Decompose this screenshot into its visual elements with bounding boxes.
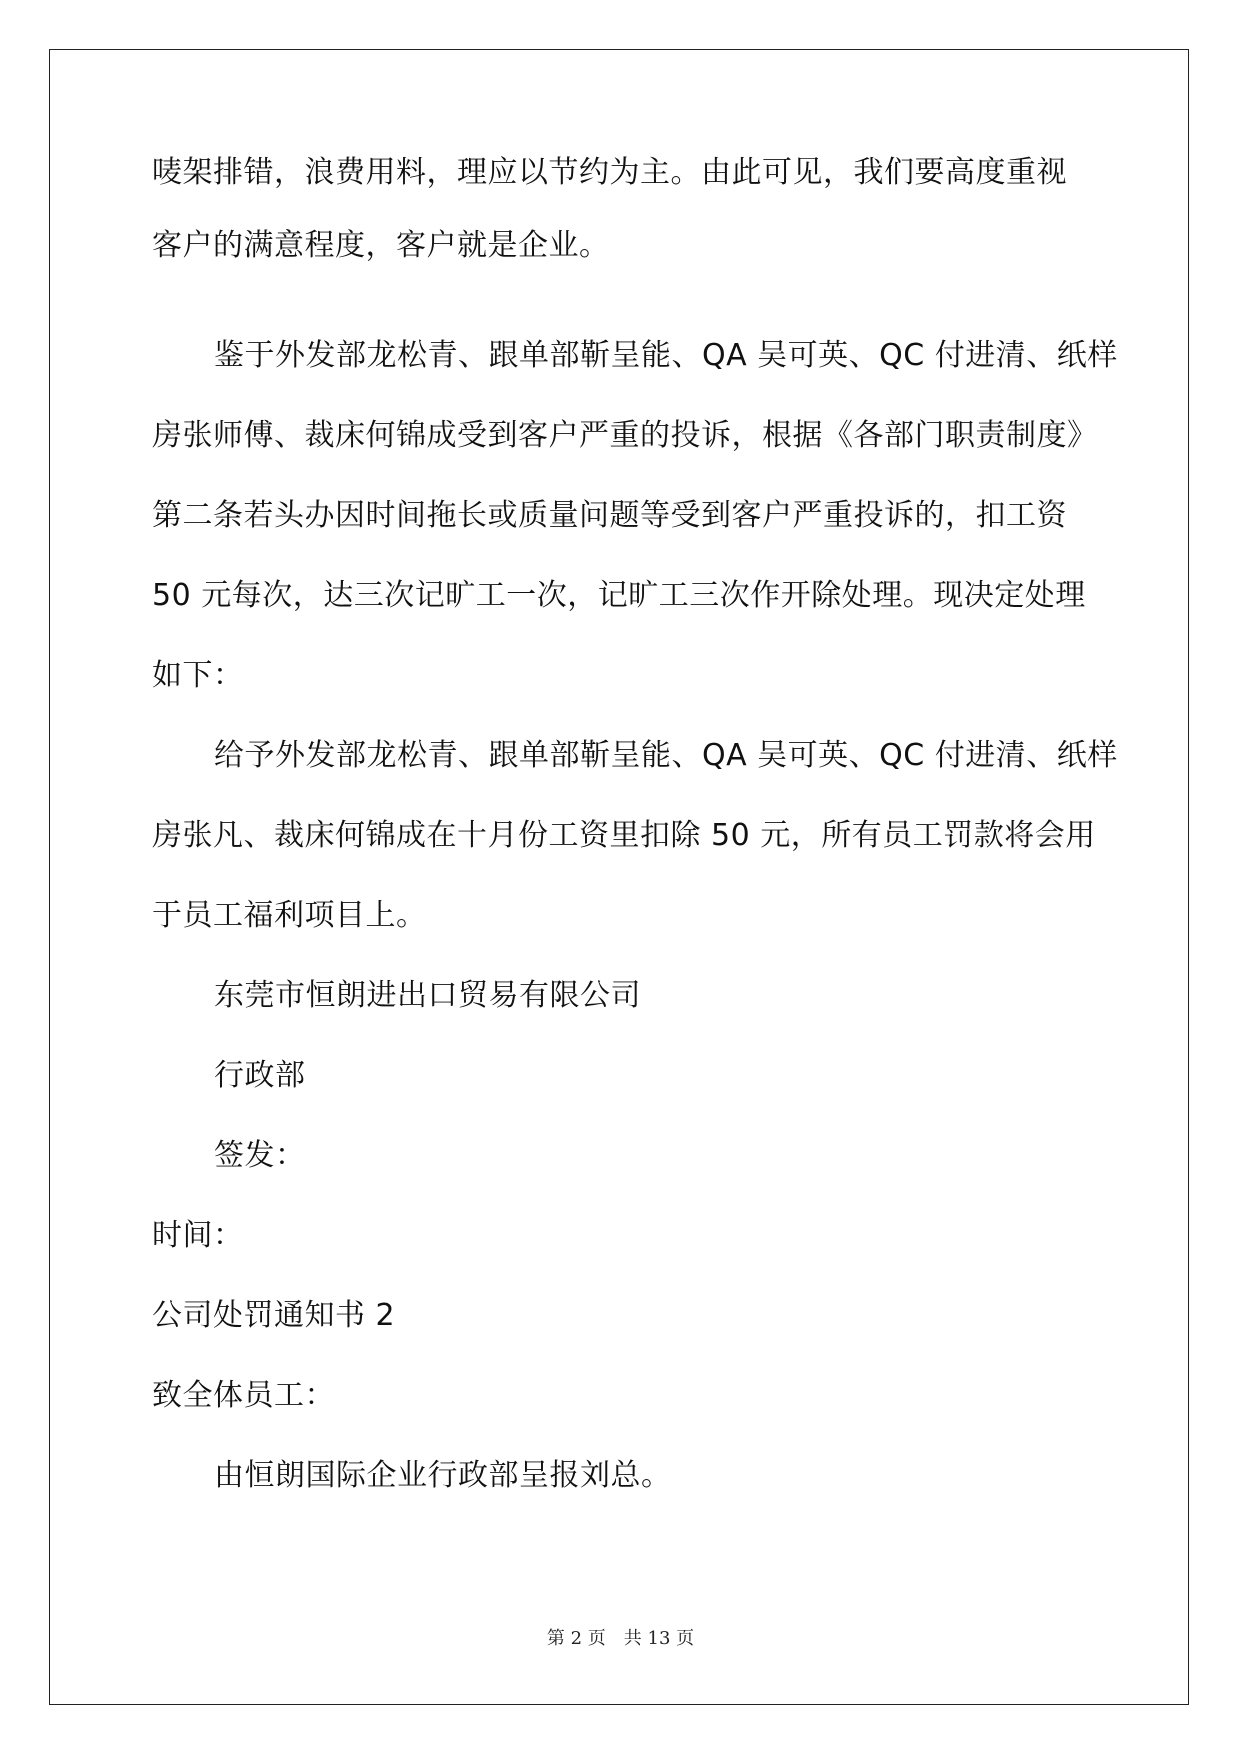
department-name: 行政部: [214, 1058, 306, 1093]
paragraph-line: 房张师傅、裁床何锦成受到客户严重的投诉，根据《各部门职责制度》: [152, 418, 1098, 453]
paragraph-line: 如下：: [152, 658, 244, 693]
page-footer: [0, 1627, 1241, 1651]
notice-title: 公司处罚通知书 2: [152, 1298, 396, 1333]
page-number: 第 2 页: [546, 1628, 606, 1649]
company-name: 东莞市恒朗进出口贸易有限公司: [214, 978, 641, 1013]
issued-by-label: 签发：: [214, 1138, 306, 1173]
paragraph-line: 鉴于外发部龙松青、跟单部靳呈能、QA 吴可英、QC 付进清、纸样: [214, 338, 1118, 373]
total-pages: 共 13 页: [623, 1628, 695, 1649]
paragraph-line: 给予外发部龙松青、跟单部靳呈能、QA 吴可英、QC 付进清、纸样: [214, 738, 1118, 773]
paragraph-line: 由恒朗国际企业行政部呈报刘总。: [214, 1458, 672, 1493]
paragraph-line: 第二条若头办因时间拖长或质量问题等受到客户严重投诉的，扣工资: [152, 498, 1067, 533]
time-label: 时间：: [152, 1218, 244, 1253]
paragraph-line: 50 元每次，达三次记旷工一次，记旷工三次作开除处理。现决定处理: [152, 578, 1086, 613]
paragraph-line: 房张凡、裁床何锦成在十月份工资里扣除 50 元，所有员工罚款将会用: [152, 818, 1096, 853]
paragraph-line: 唛架排错，浪费用料，理应以节约为主。由此可见，我们要高度重视: [152, 155, 1067, 190]
paragraph-line: 客户的满意程度，客户就是企业。: [152, 228, 610, 263]
salutation: 致全体员工：: [152, 1378, 335, 1413]
paragraph-line: 于员工福利项目上。: [152, 898, 427, 933]
